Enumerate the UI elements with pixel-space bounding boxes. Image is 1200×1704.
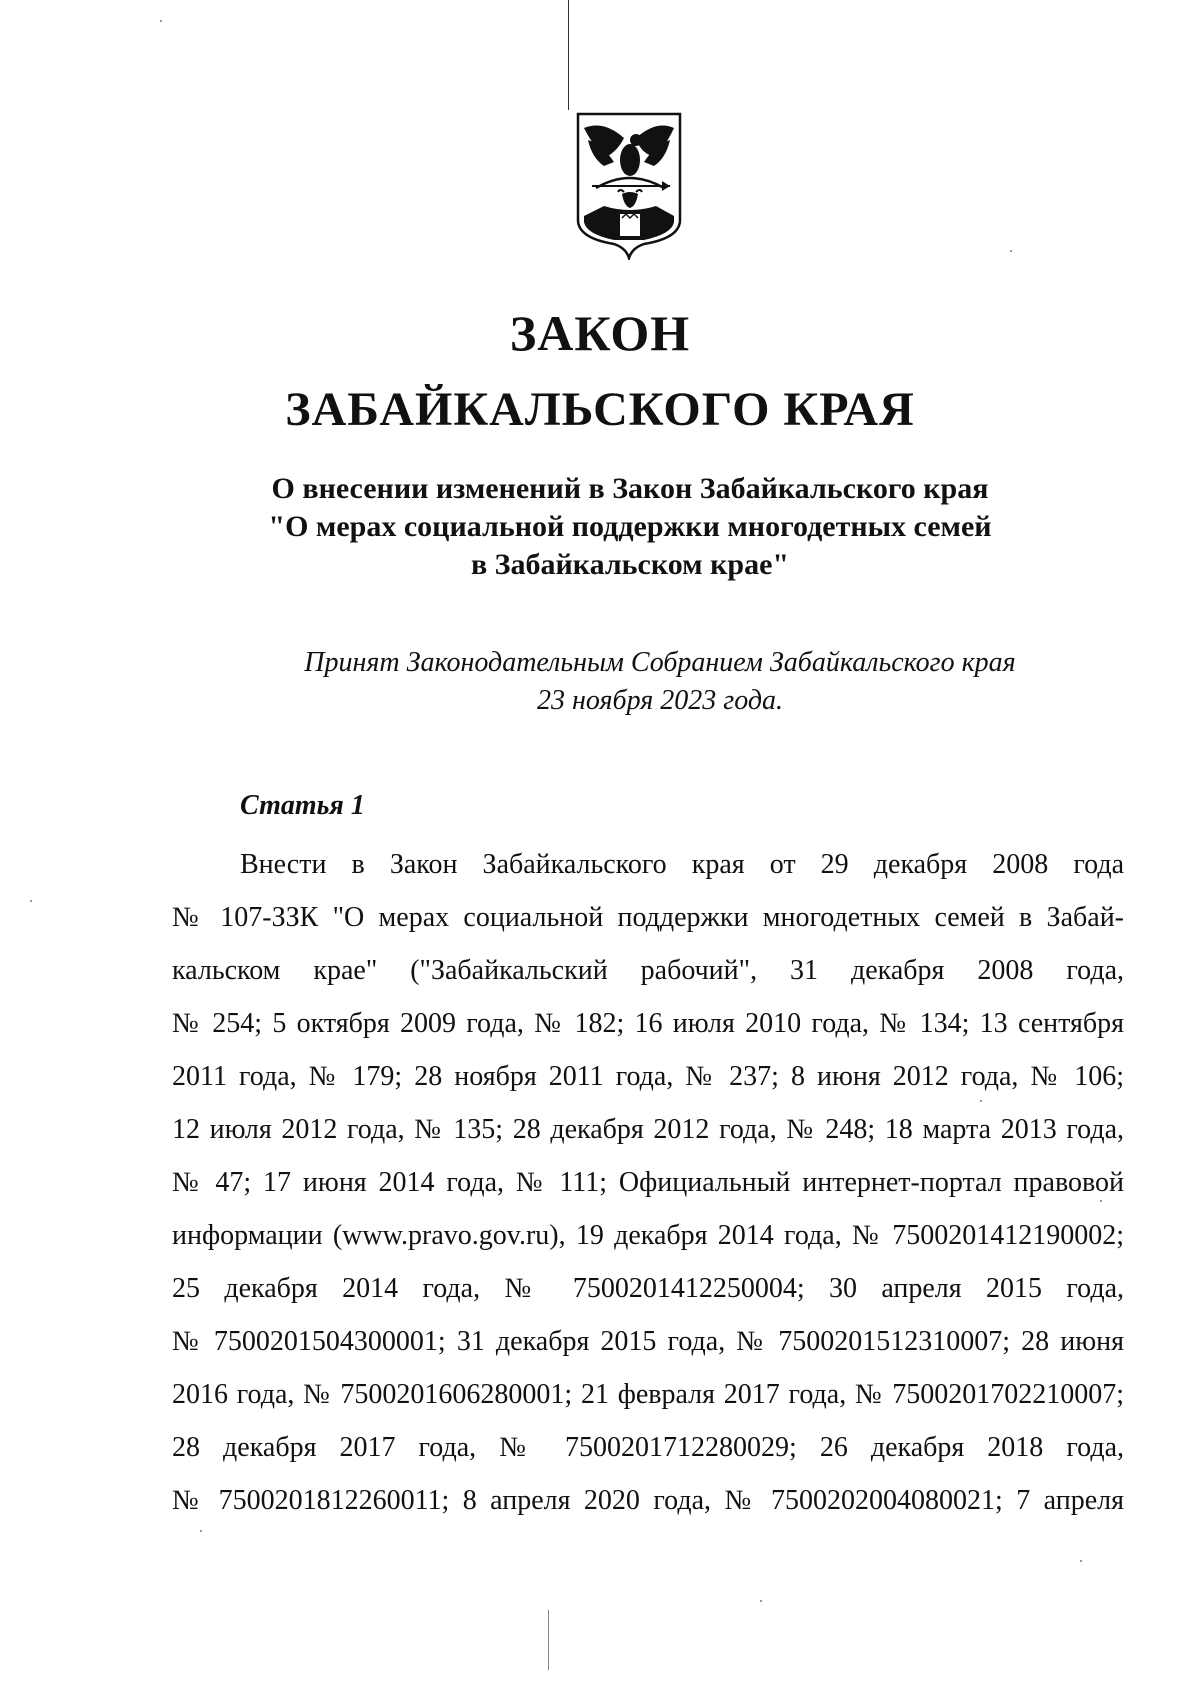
article-text-line: № 254; 5 октября 2009 года, № 182; 16 июля 2010 года, № 134; 13 сентября	[172, 1008, 1124, 1039]
article-text-line: № 7500201812260011; 8 апреля 2020 года, № 7500202004080021; 7 апреля	[172, 1485, 1124, 1516]
scan-noise	[760, 1600, 762, 1602]
subtitle-line: О внесении изменений в Закон Забайкальского края	[271, 472, 989, 505]
adoption-date: 23 ноября 2023 года.	[537, 685, 783, 716]
scan-noise	[200, 1530, 202, 1532]
scan-artifact-line	[568, 0, 569, 110]
article-heading: Статья 1	[240, 790, 365, 821]
law-region-title: ЗАБАЙКАЛЬСКОГО КРАЯ	[285, 383, 915, 436]
article-body	[172, 838, 1124, 1527]
law-title: ЗАКОН	[509, 305, 691, 361]
scan-artifact-line-bottom	[548, 1610, 549, 1670]
article-text-line: 28 декабря 2017 года, № 7500201712280029; 26 декабря 2018 года,	[172, 1432, 1124, 1463]
subtitle-line: в Забайкальском крае"	[470, 548, 790, 581]
article-text-line: кальском крае" ("Забайкальский рабочий", 31 декабря 2008 года,	[172, 955, 1124, 986]
article-text-line: 12 июля 2012 года, № 135; 28 декабря 2012 года, № 248; 18 марта 2013 года,	[172, 1114, 1124, 1145]
article-text-line: 2011 года, № 179; 28 ноября 2011 года, № 237; 8 июня 2012 года, № 106;	[172, 1061, 1124, 1092]
article-text-line: Внести в Закон Забайкальского края от 29 декабря 2008 года	[240, 849, 1124, 880]
scan-noise	[1010, 250, 1012, 252]
article-text-line: информации (www.pravo.gov.ru), 19 декабря 2014 года, № 7500201412190002;	[172, 1220, 1124, 1251]
coat-of-arms-icon	[574, 110, 684, 260]
article-text-line: № 7500201504300001; 31 декабря 2015 года, № 7500201512310007; 28 июня	[172, 1326, 1124, 1357]
article-text-line: 25 декабря 2014 года, № 7500201412250004; 30 апреля 2015 года,	[172, 1273, 1124, 1304]
law-subtitle	[200, 470, 1060, 584]
scan-noise	[30, 900, 32, 902]
scan-noise	[1100, 1200, 1102, 1202]
subtitle-line: "О мерах социальной поддержки многодетных семей	[268, 510, 992, 543]
scan-noise	[1080, 1560, 1082, 1562]
article-text-line: № 107-ЗЗК "О мерах социальной поддержки многодетных семей в Забай-	[172, 902, 1124, 933]
adoption-note	[260, 644, 1060, 720]
scan-noise	[160, 20, 162, 22]
scan-noise	[980, 1100, 982, 1102]
article-text-line: 2016 года, № 7500201606280001; 21 февраля 2017 года, № 7500201702210007;	[172, 1379, 1124, 1410]
adoption-line: Принят Законодательным Собранием Забайкальского края	[304, 647, 1016, 678]
article-text-line: № 47; 17 июня 2014 года, № 111; Официальный интернет-портал правовой	[172, 1167, 1124, 1198]
